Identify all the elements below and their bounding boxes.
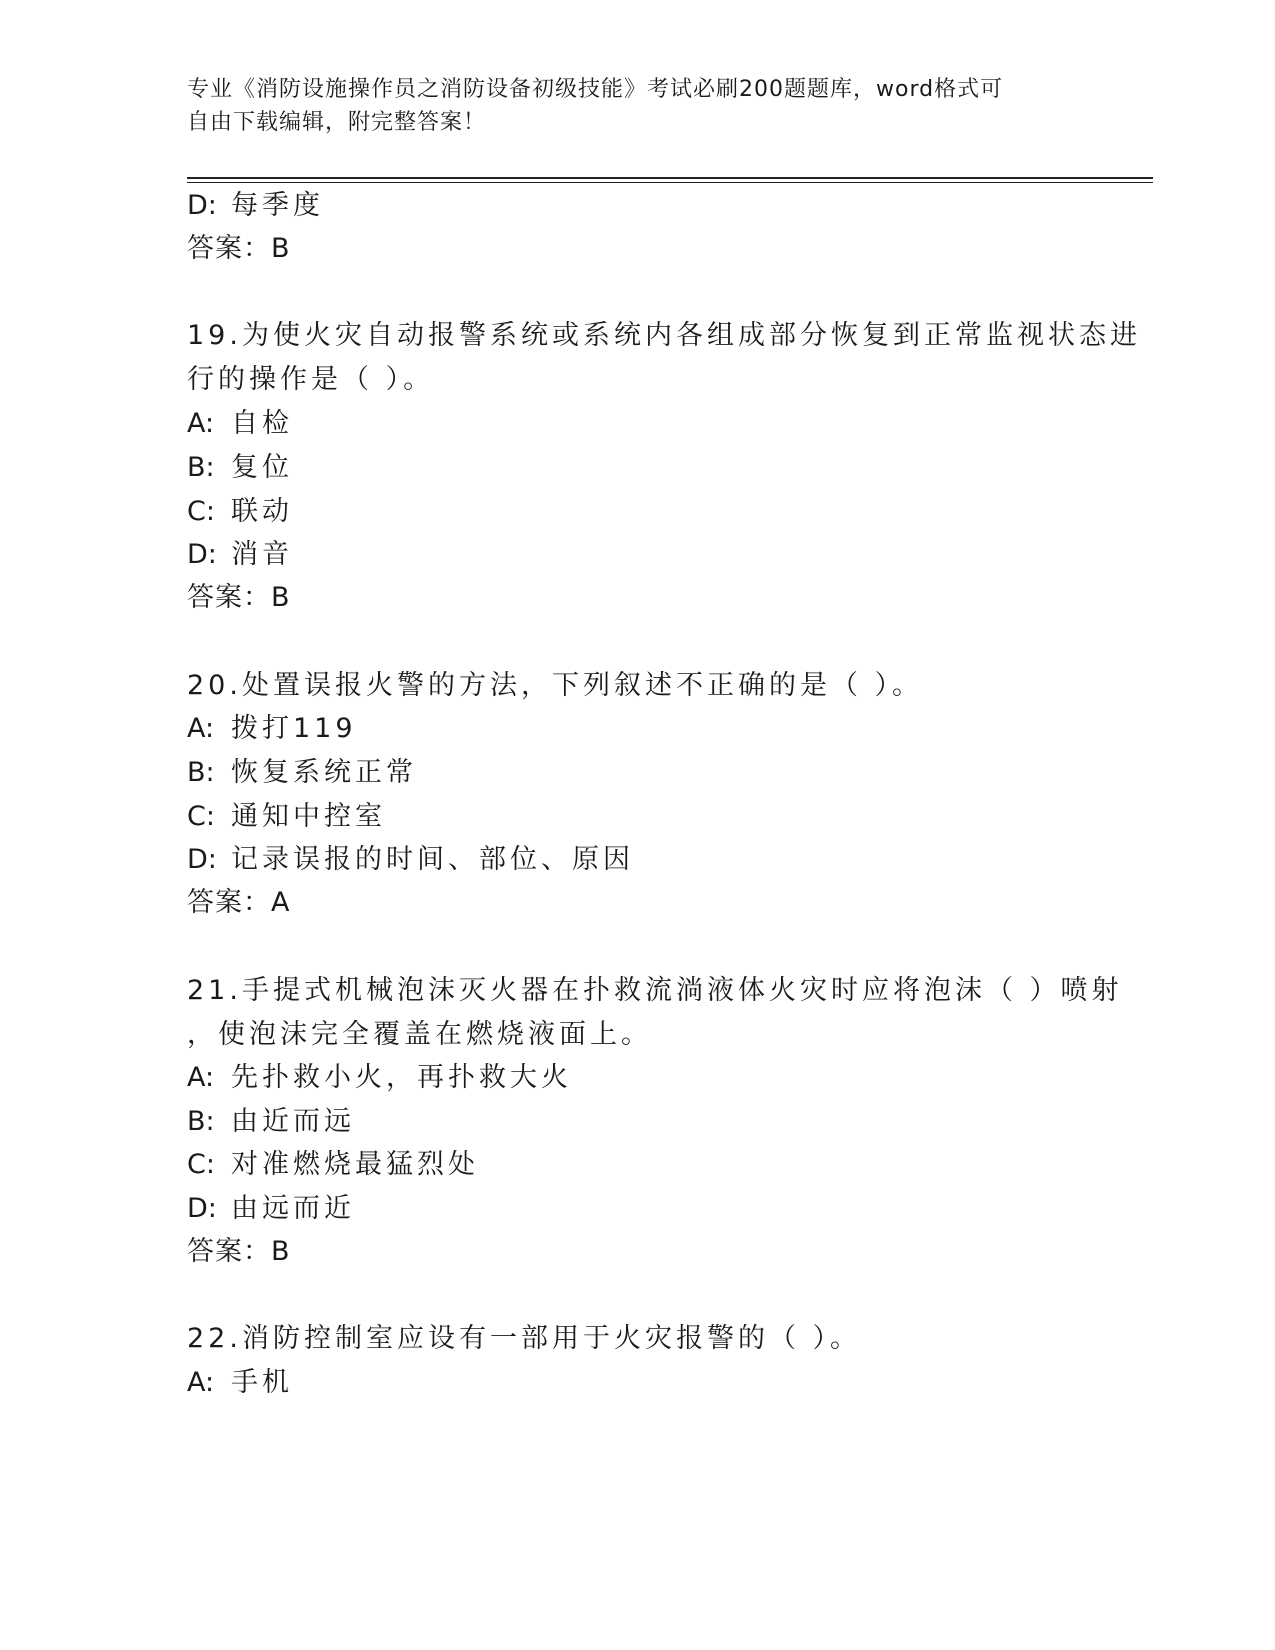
q19-answer: 答案：B bbox=[187, 582, 291, 613]
option-text: 复位 bbox=[231, 452, 293, 483]
option-text: 通知中控室 bbox=[231, 801, 386, 832]
q21-text-line-1: 21.手提式机械泡沫灭火器在扑救流淌液体火灾时应将泡沫（ ）喷射 bbox=[187, 975, 1123, 1006]
option-label: B: bbox=[187, 1106, 215, 1137]
option-text: 自检 bbox=[231, 408, 293, 439]
prev-answer: 答案：B bbox=[187, 233, 291, 264]
q22-option-a bbox=[187, 1367, 1087, 1399]
option-label: A: bbox=[187, 408, 215, 439]
option-label: D: bbox=[187, 539, 217, 570]
q19-option-d bbox=[187, 539, 1087, 571]
q21-option-d bbox=[187, 1193, 1087, 1225]
option-label: A: bbox=[187, 1062, 215, 1093]
option-label: B: bbox=[187, 452, 215, 483]
option-text: 拨打119 bbox=[231, 713, 357, 744]
document-header bbox=[187, 73, 1067, 139]
header-rule-thick bbox=[187, 177, 1153, 179]
option-label: D: bbox=[187, 190, 217, 221]
option-text: 手机 bbox=[231, 1367, 293, 1398]
option-label: C: bbox=[187, 496, 215, 527]
option-text: 每季度 bbox=[231, 190, 324, 221]
option-text: 联动 bbox=[231, 496, 293, 527]
q21-text-line-2: ，使泡沫完全覆盖在燃烧液面上。 bbox=[187, 1019, 652, 1050]
q20-option-c bbox=[187, 801, 1087, 833]
option-text: 恢复系统正常 bbox=[231, 757, 417, 788]
header-line-1: 专业《消防设施操作员之消防设备初级技能》考试必刷200题题库，word格式可 bbox=[187, 77, 1004, 102]
option-label: D: bbox=[187, 844, 217, 875]
option-label: C: bbox=[187, 1149, 215, 1180]
option-text: 先扑救小火，再扑救大火 bbox=[231, 1062, 572, 1093]
q20-text-line-1: 20.处置误报火警的方法，下列叙述不正确的是（ ）。 bbox=[187, 670, 924, 701]
q21-option-b bbox=[187, 1106, 1087, 1138]
option-text: 由远而近 bbox=[231, 1193, 355, 1224]
q19-option-b bbox=[187, 452, 1087, 484]
q20-option-b bbox=[187, 757, 1087, 789]
option-label: A: bbox=[187, 1367, 215, 1398]
q21-option-a bbox=[187, 1062, 1087, 1094]
option-label: B: bbox=[187, 757, 215, 788]
option-label: C: bbox=[187, 801, 215, 832]
q19-option-a bbox=[187, 408, 1087, 440]
q21-answer: 答案：B bbox=[187, 1236, 291, 1267]
header-rule-thin bbox=[187, 182, 1153, 183]
q19-text-line-1: 19.为使火灾自动报警系统或系统内各组成部分恢复到正常监视状态进 bbox=[187, 320, 1141, 351]
q22-text-line-1: 22.消防控制室应设有一部用于火灾报警的（ ）。 bbox=[187, 1323, 862, 1354]
q20-option-d bbox=[187, 844, 1087, 876]
q21-option-c bbox=[187, 1149, 1087, 1181]
option-label: A: bbox=[187, 713, 215, 744]
q19-text-line-2: 行的操作是（ ）。 bbox=[187, 364, 435, 395]
q19-option-c bbox=[187, 496, 1087, 528]
option-text: 记录误报的时间、部位、原因 bbox=[231, 844, 634, 875]
header-line-2: 自由下载编辑，附完整答案！ bbox=[187, 110, 487, 135]
option-text: 由近而远 bbox=[231, 1106, 355, 1137]
option-text: 对准燃烧最猛烈处 bbox=[231, 1149, 479, 1180]
q20-answer: 答案：A bbox=[187, 887, 291, 918]
prev-option-d bbox=[187, 190, 1087, 222]
q20-option-a bbox=[187, 713, 1087, 745]
option-text: 消音 bbox=[231, 539, 293, 570]
option-label: D: bbox=[187, 1193, 217, 1224]
